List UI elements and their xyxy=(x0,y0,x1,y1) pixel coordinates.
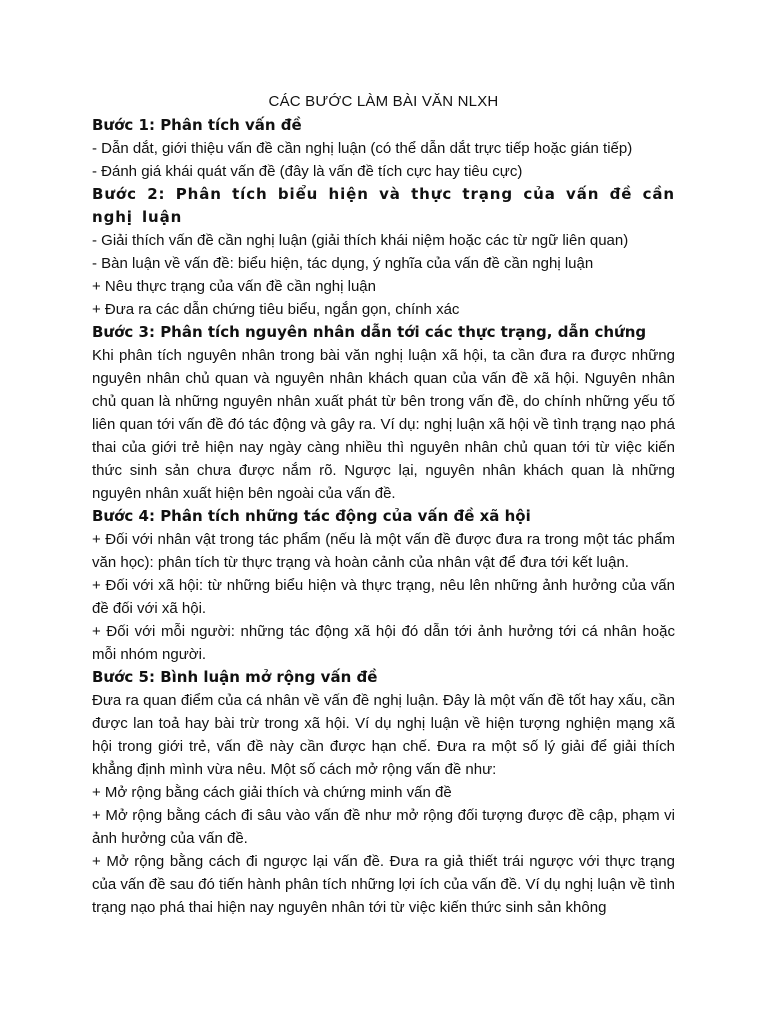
step5-paragraph-3: + Mở rộng bằng cách đi sâu vào vấn đề như mở rộng đối tượng được đề cập, phạm vi ảnh hưởng của vấn đề. xyxy=(92,807,675,847)
step1-line-1: - Dẫn dắt, giới thiệu vấn đề cần nghị luận (có thể dẫn dắt trực tiếp hoặc gián tiếp) xyxy=(92,140,633,157)
step5-paragraph-2: + Mở rộng bằng cách giải thích và chứng minh vấn đề xyxy=(92,784,452,801)
step4-paragraph-1: + Đối với nhân vật trong tác phẩm (nếu là một vấn đề được đưa ra trong một tác phẩm văn học): phân tích từ thực trạng và hoàn cảnh của nhân vật để đưa tới kết luận. xyxy=(92,531,675,571)
step2-line-4: + Đưa ra các dẫn chứng tiêu biểu, ngắn gọn, chính xác xyxy=(92,301,460,318)
step3-paragraph: Khi phân tích nguyên nhân trong bài văn nghị luận xã hội, ta cần đưa ra được những nguyên nhân chủ quan và nguyên nhân khách quan của vấn đề xã hội. Nguyên nhân chủ quan là những nguyên nhân xuất phát từ bên trong vấn đề, do chính những yếu tố liên quan tới vấn đề đó tác động và gây ra. Ví dụ: nghị luận xã hội về tình trạng nạo phá thai của giới trẻ hiện nay ngày càng nhiều thì nguyên nhân chủ quan tới từ việc kiến thức sinh sản chưa được nắm rõ. Ngược lại, nguyên nhân khách quan là những nguyên nhân xuất hiện bên ngoài của vấn đề. xyxy=(92,347,675,502)
step1-heading: Bước 1: Phân tích vấn đề xyxy=(92,116,302,134)
step2-heading: Bước 2: Phân tích biểu hiện và thực trạng của vấn đề cần nghị luận xyxy=(92,185,675,226)
step2-line-3: + Nêu thực trạng của vấn đề cần nghị luận xyxy=(92,278,376,295)
step5-paragraph-1: Đưa ra quan điểm của cá nhân về vấn đề nghị luận. Đây là một vấn đề tốt hay xấu, cần được lan toả hay bài trừ trong xã hội. Ví dụ nghị luận về hiện tượng nghiện mạng xã hội trong giới trẻ, vấn đề này cần được hạn chế. Đưa ra một số lý giải để giải thích khẳng định mình vừa nêu. Một số cách mở rộng vấn đề như: xyxy=(92,692,675,778)
step4-paragraph-3: + Đối với mỗi người: những tác động xã hội đó dẫn tới ảnh hưởng tới cá nhân hoặc mỗi nhóm người. xyxy=(92,623,675,663)
document-page xyxy=(92,90,675,919)
step1-line-2: - Đánh giá khái quát vấn đề (đây là vấn đề tích cực hay tiêu cực) xyxy=(92,163,523,180)
document-title: CÁC BƯỚC LÀM BÀI VĂN NLXH xyxy=(268,93,499,110)
step2-line-1: - Giải thích vấn đề cần nghị luận (giải thích khái niệm hoặc các từ ngữ liên quan) xyxy=(92,232,629,249)
step5-paragraph-4: + Mở rộng bằng cách đi ngược lại vấn đề. Đưa ra giả thiết trái ngược với thực trạng của vấn đề sau đó tiến hành phân tích những lợi ích của vấn đề. Ví dụ nghị luận về tình trạng nạo phá thai hiện nay nguyên nhân tới từ việc kiến thức sinh sản không xyxy=(92,853,675,916)
step5-heading: Bước 5: Bình luận mở rộng vấn đề xyxy=(92,668,378,686)
step4-paragraph-2: + Đối với xã hội: từ những biểu hiện và thực trạng, nêu lên những ảnh hưởng của vấn đề đối với xã hội. xyxy=(92,577,675,617)
step2-line-2: - Bàn luận về vấn đề: biểu hiện, tác dụng, ý nghĩa của vấn đề cần nghị luận xyxy=(92,255,594,272)
step4-heading: Bước 4: Phân tích những tác động của vấn đề xã hội xyxy=(92,507,531,525)
step3-heading: Bước 3: Phân tích nguyên nhân dẫn tới các thực trạng, dẫn chứng xyxy=(92,323,647,341)
